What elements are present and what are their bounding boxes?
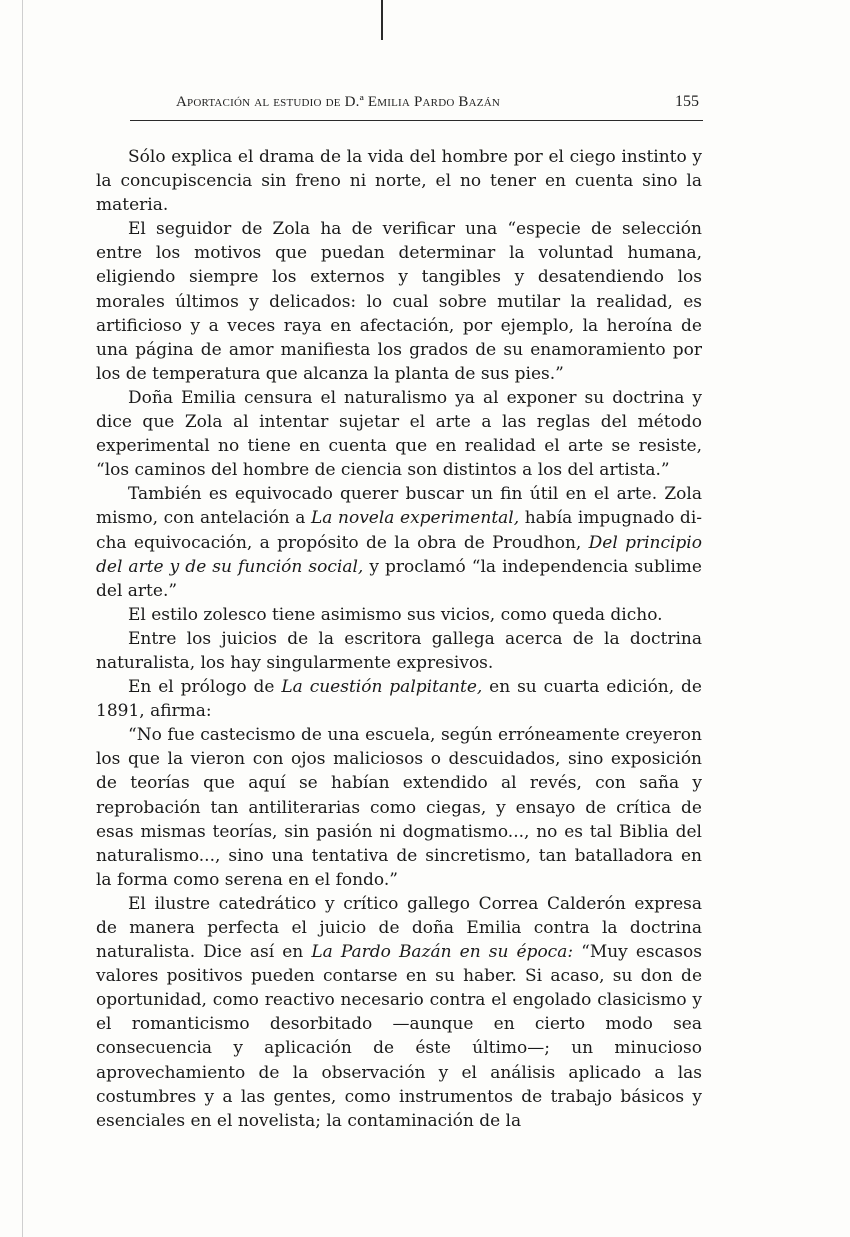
italic-title-run: La novela experimental, [310, 508, 520, 529]
paragraph [96, 145, 702, 217]
italic-title-run: La Pardo Bazán en su época: [311, 942, 574, 963]
paragraph [96, 386, 702, 482]
paragraph [96, 892, 702, 1133]
text-run: El seguidor de Zola ha de verificar una “especie de selección entre los motivos que puedan determinar la voluntad humana, eligiendo siempre los externos y tangibles y desatendiendo los morales últimos y delicados: lo cual sobre mutilar la realidad, es artificioso y a veces raya en afectación, por ejemplo, la heroína de una página de amor manifiesta los grados de su enamoramiento por los de temperatura que alcanza la planta de sus pies.” [96, 219, 702, 384]
paragraph [96, 217, 702, 386]
scan-top-mark [381, 0, 383, 40]
text-run: El ilustre catedrático y crítico gallego Correa Calderón expresa de manera perfecta el juicio de doña Emilia contra la doctrina naturalista. Dice así en [96, 893, 702, 963]
text-run: “No fue castecismo de una escuela, según erróneamente creyeron los que la vieron con ojos maliciosos o descuidados, sino exposición de teorías que aquí se habían extendido al revés, con saña y reprobación tan antiliterarias como ciegas, y ensayo de crítica de esas mismas teorías, sin pasión ni dogmatismo..., no es tal Biblia del naturalismo..., sino una tentativa de sincretismo, tan batalladora en la forma como serena en el fondo.” [96, 725, 702, 890]
page-header [130, 92, 703, 121]
italic-title-run: La cuestión palpitante, [281, 677, 483, 698]
paragraph [96, 603, 702, 627]
text-run: El estilo zolesco tiene asimismo sus vicios, como queda dicho. [128, 604, 663, 625]
paragraph [96, 482, 702, 602]
text-run: Entre los juicios de la escritora gallega acerca de la doctrina naturalista, los hay singularmente expresivos. [96, 628, 702, 673]
paragraph [96, 627, 702, 675]
paragraph [96, 723, 702, 892]
text-run: Doña Emilia censura el naturalismo ya al exponer su doctrina y dice que Zola al intentar sujetar el arte a las reglas del método experimental no tiene en cuenta que en realidad el arte se resiste, “los caminos del hombre de ciencia son distintos a los del artista.” [96, 387, 702, 481]
page-number: 155 [675, 93, 699, 110]
text-run: “Muy escasos valores positivos pueden contarse en su haber. Si acaso, su don de oportunidad, como reactivo necesario contra el engolado clasicismo y el romanticismo desorbitado —aunque en cierto modo sea consecuencia y aplicación de éste último—; un minucioso aprovechamiento de la observación y el análisis aplicado a las costumbres y a las gentes, como instrumentos de trabajo básicos y esenciales en el novelista; la contaminación de la [96, 942, 702, 1131]
text-run: en su cuarta edición, de 1891, afirma: [96, 677, 702, 722]
text-run: había impugnado dicha equivocación, a propósito de la obra de Proudhon, [96, 508, 703, 553]
scan-edge-line [22, 0, 23, 1237]
text-run: En el prólogo de [128, 677, 282, 698]
paragraph [96, 675, 702, 723]
running-title: Aportación al estudio de D.ª Emilia Pardo Bazán [176, 94, 500, 110]
italic-title-run: Del principio del arte y de su función social, [96, 532, 702, 577]
body-text [96, 145, 702, 1133]
text-run: También es equivocado querer buscar un fin útil en el arte. Zola mismo, con antelación a [96, 484, 702, 529]
text-run: Sólo explica el drama de la vida del hombre por el ciego instinto y la concupiscencia sin freno ni norte, el no tener en cuenta sino la materia. [96, 147, 702, 216]
text-run: y proclamó “la independencia sublime del arte.” [96, 556, 702, 601]
